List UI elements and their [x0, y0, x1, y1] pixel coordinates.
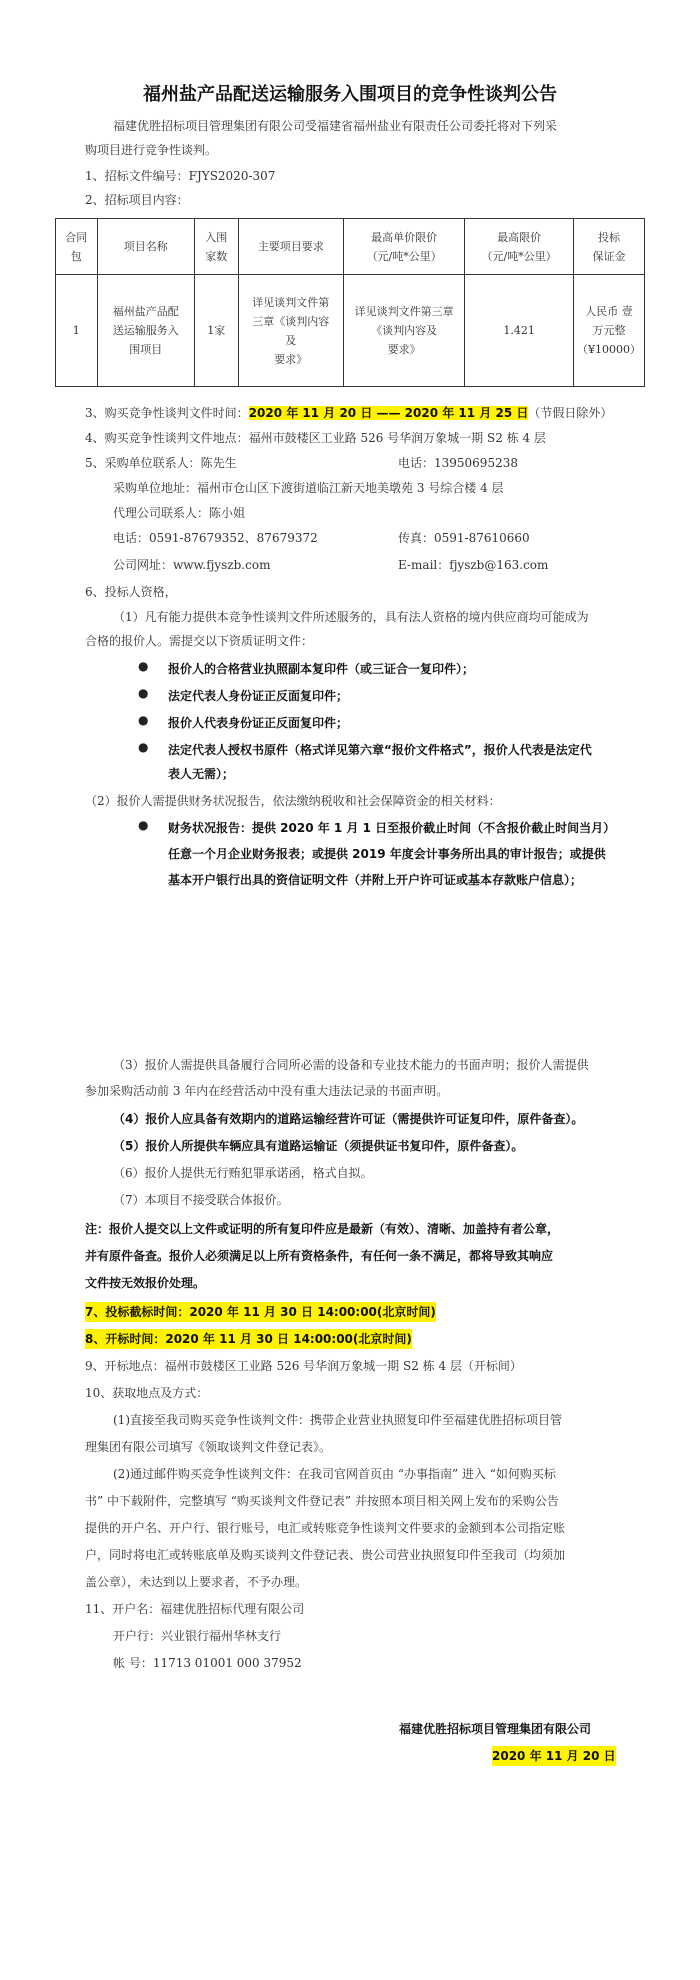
item-10-p2-line-2: 书” 中下载附件，完整填写 “购买谈判文件登记表” 并按照本项目相关网上发布的采购公告	[85, 1494, 559, 1508]
qualification-bullet: 法定代表人授权书原件（格式详见第六章“报价文件格式”，报价人代表是法定代	[168, 743, 592, 757]
table-cell: 1	[56, 275, 98, 387]
item-6-heading: 6、投标人资格，	[85, 585, 177, 599]
item-11-account-name: 11、开户名：福建优胜招标代理有限公司	[85, 1602, 305, 1616]
header-cell: 投标 保证金	[573, 219, 644, 275]
table-row	[56, 275, 645, 387]
header-cell: 最高单价限价 （元/吨*公里）	[344, 219, 465, 275]
bullet-icon: ●	[138, 713, 149, 727]
project-table	[55, 218, 645, 387]
table-cell: 1.421	[465, 275, 574, 387]
header-cell: 主要项目要求	[238, 219, 344, 275]
item-9-opening-location: 9、开标地点：福州市鼓楼区工业路 526 号华润万象城一期 S2 栋 4 层（开标间）	[85, 1359, 522, 1373]
item-5-agent: 代理公司联系人：陈小姐	[113, 506, 246, 520]
item-6-p5: （5）报价人所提供车辆应具有道路运输证（须提供证书复印件，原件备查）。	[113, 1139, 524, 1153]
bullet-icon: ●	[138, 818, 149, 832]
table-header-row	[56, 219, 645, 275]
item-5-phone: 电话：13950695238	[398, 456, 518, 470]
header-cell: 项目名称	[97, 219, 194, 275]
header-cell: 入围 家数	[195, 219, 239, 275]
bullet-icon: ●	[138, 659, 149, 673]
footer-date: 2020 年 11 月 20 日	[492, 1746, 616, 1766]
table-cell: 福州盐产品配 送运输服务入 围项目	[97, 275, 194, 387]
header-cell: 最高限价 （元/吨*公里）	[465, 219, 574, 275]
table-cell: 人民币 壹 万元整 （¥10000）	[573, 275, 644, 387]
item-5-email: E-mail：fjyszb@163.com	[398, 558, 549, 572]
intro-line-1: 福建优胜招标项目管理集团有限公司受福建省福州盐业有限责任公司委托将对下列采	[113, 119, 558, 133]
item-5-website: 公司网址：www.fjyszb.com	[113, 558, 271, 572]
footer-organization: 福建优胜招标项目管理集团有限公司	[399, 1722, 592, 1736]
note-line-2: 并有原件备查。报价人必须满足以上所有资格条件，有任何一条不满足，都将导致其响应	[85, 1249, 554, 1263]
note-line-3: 文件按无效报价处理。	[85, 1276, 206, 1290]
item-8-opening-time: 8、开标时间：2020 年 11 月 30 日 14:00:00(北京时间)	[85, 1329, 412, 1349]
note-line-1: 注：报价人提交以上文件或证明的所有复印件应是最新（有效）、清晰、加盖持有者公章，	[85, 1222, 560, 1236]
item-6-p6: （6）报价人提供无行贿犯罪承诺函，格式自拟。	[113, 1166, 373, 1180]
item-10-p1-line-1: (1)直接至我司购买竞争性谈判文件：携带企业营业执照复印件至福建优胜招标项目管	[113, 1413, 563, 1427]
item-11-bank: 开户行：兴业银行福州华林支行	[113, 1629, 282, 1643]
qualification-bullet: 法定代表人身份证正反面复印件；	[168, 689, 349, 703]
item-2-content-heading: 2、招标项目内容：	[85, 193, 189, 207]
item-6-p7: （7）本项目不接受联合体报价。	[113, 1193, 289, 1207]
item-6-p2: （2）报价人需提供财务状况报告，依法缴纳税收和社会保障资金的相关材料：	[85, 794, 501, 808]
item-5-contact: 5、采购单位联系人：陈先生	[85, 456, 237, 470]
item-5-fax: 传真：0591-87610660	[398, 531, 530, 545]
item-10-p2-line-4: 户，同时将电汇或转账底单及购买谈判文件登记表、贵公司营业执照复印件至我司（均须加	[85, 1548, 566, 1562]
item-10-p2-line-5: 盖公章），未达到以上要求者，不予办理。	[85, 1575, 308, 1589]
finance-bullet-line-3: 基本开户银行出具的资信证明文件（并附上开户许可证或基本存款账户信息）；	[168, 873, 583, 887]
item-6-p1-line-2: 合格的报价人。需提交以下资质证明文件：	[85, 634, 314, 648]
item-6-p3-line-2: 参加采购活动前 3 年内在经营活动中没有重大违法记录的书面声明。	[85, 1084, 449, 1098]
item-7-bid-deadline: 7、投标截标时间：2020 年 11 月 30 日 14:00:00(北京时间)	[85, 1302, 436, 1322]
item-3-purchase-time: 3、购买竞争性谈判文件时间：2020 年 11 月 20 日 —— 2020 年 11 月 25 日（节假日除外）	[85, 406, 613, 420]
page-title: 福州盐产品配送运输服务入围项目的竞争性谈判公告	[143, 84, 557, 105]
item-1-file-number: 1、招标文件编号：FJYS2020-307	[85, 169, 276, 183]
qualification-bullet-cont: 表人无需）；	[168, 767, 235, 781]
item-10-p2-line-3: 提供的开户名、开户行、银行账号，电汇或转账竞争性谈判文件要求的金额到本公司指定账	[85, 1521, 566, 1535]
item-11-account-number: 帐 号：11713 01001 000 37952	[113, 1656, 302, 1670]
bullet-icon: ●	[138, 686, 149, 700]
item-5-address: 采购单位地址：福州市仓山区下渡街道临江新天地美墩苑 3 号综合楼 4 层	[113, 481, 504, 495]
bullet-icon: ●	[138, 740, 149, 754]
qualification-bullet: 报价人代表身份证正反面复印件；	[168, 716, 349, 730]
item-5-tel: 电话：0591-87679352、87679372	[113, 531, 318, 545]
header-cell: 合同 包	[56, 219, 98, 275]
item-10-heading: 10、获取地点及方式：	[85, 1386, 209, 1400]
table-cell: 1家	[195, 275, 239, 387]
intro-line-2: 购项目进行竞争性谈判。	[85, 143, 218, 157]
purchase-dates-highlight: 2020 年 11 月 20 日 —— 2020 年 11 月 25 日	[248, 406, 529, 420]
table-cell: 详见谈判文件第 三章《谈判内容 及 要求》	[238, 275, 344, 387]
finance-bullet-line-1: 财务状况报告：提供 2020 年 1 月 1 日至报价截止时间（不含报价截止时间当月）	[168, 821, 616, 835]
finance-bullet-line-2: 任意一个月企业财务报表；或提供 2019 年度会计事务所出具的审计报告；或提供	[168, 847, 606, 861]
table-cell: 详见谈判文件第三章 《谈判内容及 要求》	[344, 275, 465, 387]
item-10-p2-line-1: (2)通过邮件购买竞争性谈判文件：在我司官网首页由 “办事指南” 进入 “如何购买标	[113, 1467, 556, 1481]
qualification-bullet: 报价人的合格营业执照副本复印件（或三证合一复印件）；	[168, 662, 475, 676]
item-6-p1-line-1: （1）凡有能力提供本竞争性谈判文件所述服务的，具有法人资格的境内供应商均可能成为	[113, 610, 589, 624]
item-4-purchase-location: 4、购买竞争性谈判文件地点：福州市鼓楼区工业路 526 号华润万象城一期 S2 栋 4 层	[85, 431, 546, 445]
item-6-p3-line-1: （3）报价人需提供具备履行合同所必需的设备和专业技术能力的书面声明；报价人需提供	[113, 1058, 589, 1072]
item-6-p4: （4）报价人应具备有效期内的道路运输经营许可证（需提供许可证复印件，原件备查）。	[113, 1112, 584, 1126]
item-10-p1-line-2: 理集团有限公司填写《领取谈判文件登记表》。	[85, 1440, 332, 1454]
